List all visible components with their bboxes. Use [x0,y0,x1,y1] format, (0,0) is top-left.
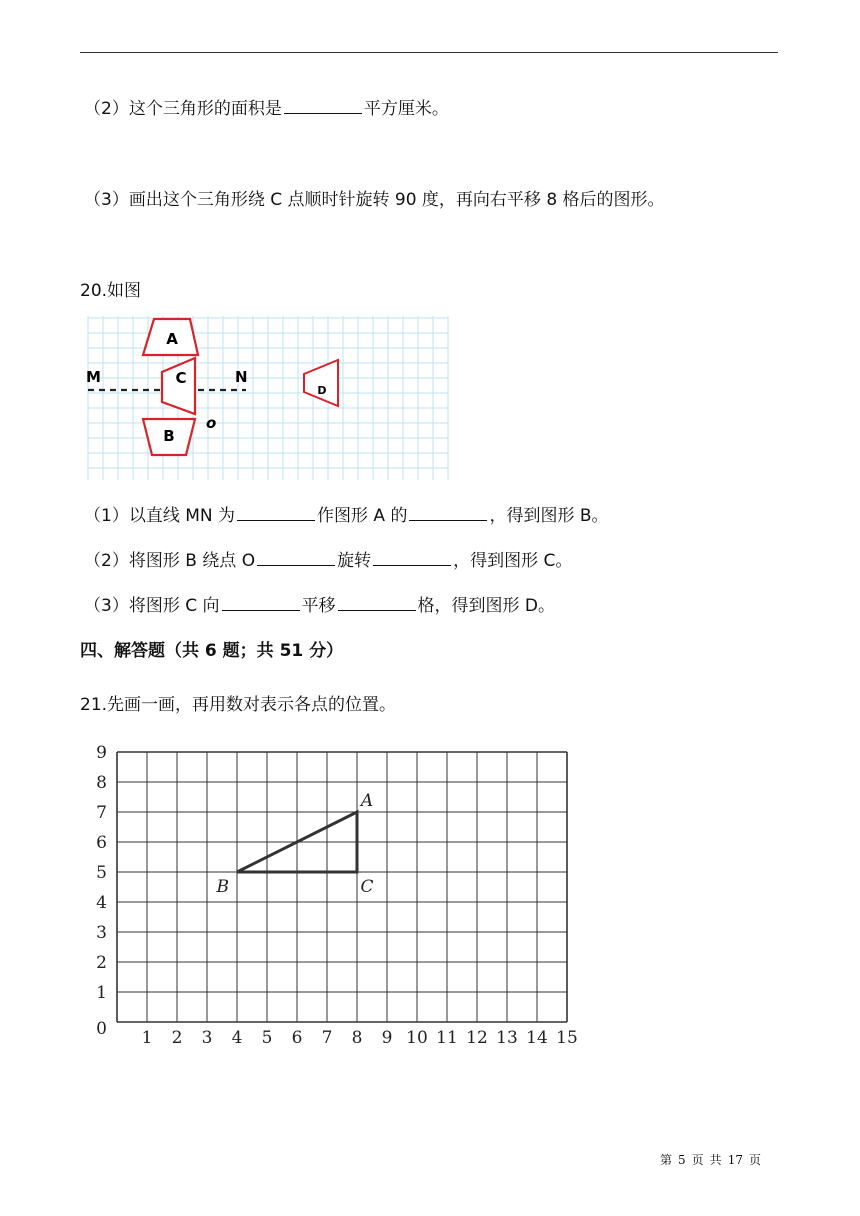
footer-ye2: 页 [748,1153,761,1167]
q19-part2-text: （2）这个三角形的面积是 [84,99,282,119]
triangle-abc [216,791,374,897]
coordinate-grid [90,740,590,1050]
label-m: M [86,368,101,386]
shape-d [304,360,338,406]
x-tick-label: 4 [231,1028,243,1048]
vertex-label: B [216,877,229,897]
header-rule [80,52,778,53]
label-c: C [175,369,187,387]
x-tick-label: 12 [466,1028,488,1048]
y-tick-label: 2 [96,953,107,973]
answer-blank[interactable] [284,112,362,114]
q20-part1-text-c: ，得到图形 B。 [489,506,609,526]
q20-part1-text-a: （1）以直线 MN 为 [84,506,236,526]
q19-part2-unit: 平方厘米。 [363,99,449,119]
label-n: N [235,368,248,386]
x-tick-label: 10 [406,1028,428,1048]
figure-grid [88,316,448,480]
label-b: B [163,427,175,445]
y-tick-label: 4 [96,893,107,913]
footer-ye: 页 [691,1153,704,1167]
y-tick-label: 7 [96,803,107,823]
answer-blank[interactable] [257,564,335,566]
q20-part1-text-b: 作图形 A 的 [317,506,408,526]
answer-blank[interactable] [222,609,300,611]
x-tick-label: 15 [556,1028,578,1048]
page-footer [657,1151,764,1168]
x-tick-label: 1 [141,1028,153,1048]
total-pages: 17 [727,1153,743,1167]
y-tick-label: 1 [96,983,107,1003]
grid-lines [117,752,567,1022]
x-tick-label: 13 [496,1028,518,1048]
q20-part2-text-c: ，得到图形 C。 [453,551,573,571]
q20-part3-text-c: 格，得到图形 D。 [417,596,555,616]
q20-part2-text-a: （2）将图形 B 绕点 O [84,551,256,571]
transform-figure [88,316,448,480]
q20-part1 [84,501,609,526]
answer-blank[interactable] [409,519,487,521]
x-tick-label: 11 [436,1028,458,1048]
answer-blank[interactable] [373,564,451,566]
y-tick-label: 8 [96,773,107,793]
footer-gong: 共 [709,1153,722,1167]
x-tick-label: 7 [321,1028,333,1048]
x-tick-label: 6 [291,1028,303,1048]
y-tick-label: 3 [96,923,107,943]
y-tick-label: 5 [96,863,107,883]
grid-tick-labels [96,743,578,1048]
answer-blank[interactable] [338,609,416,611]
x-tick-label: 3 [201,1028,213,1048]
answer-blank[interactable] [237,519,315,521]
q19-part2 [84,94,449,119]
q20-part3-text-b: 平移 [301,596,336,616]
q19-part3: （3）画出这个三角形绕 C 点顺时针旋转 90 度，再向右平移 8 格后的图形。 [84,190,665,210]
label-o: o [206,414,217,432]
q20-part2-text-b: 旋转 [337,551,372,571]
x-tick-label: 8 [351,1028,363,1048]
vertex-label: A [360,791,374,811]
q21-title: 21.先画一画，再用数对表示各点的位置。 [80,695,397,715]
q20-part3-text-a: （3）将图形 C 向 [84,596,220,616]
x-tick-label: 5 [261,1028,273,1048]
x-tick-label: 9 [381,1028,393,1048]
footer-di: 第 [660,1153,673,1167]
label-a: A [166,330,178,348]
y-tick-label: 9 [96,743,107,763]
section-heading: 四、解答题（共 6 题；共 51 分） [80,641,344,661]
page-number: 5 [678,1153,686,1167]
x-tick-label: 2 [171,1028,183,1048]
x-tick-label: 14 [526,1028,548,1048]
q20-part3 [84,591,555,616]
y-tick-label: 6 [96,833,107,853]
label-d: D [317,384,327,397]
y-tick-label: 0 [96,1019,107,1039]
q20-part2 [84,546,572,571]
q20-title: 20.如图 [80,281,142,301]
vertex-label: C [360,877,374,897]
